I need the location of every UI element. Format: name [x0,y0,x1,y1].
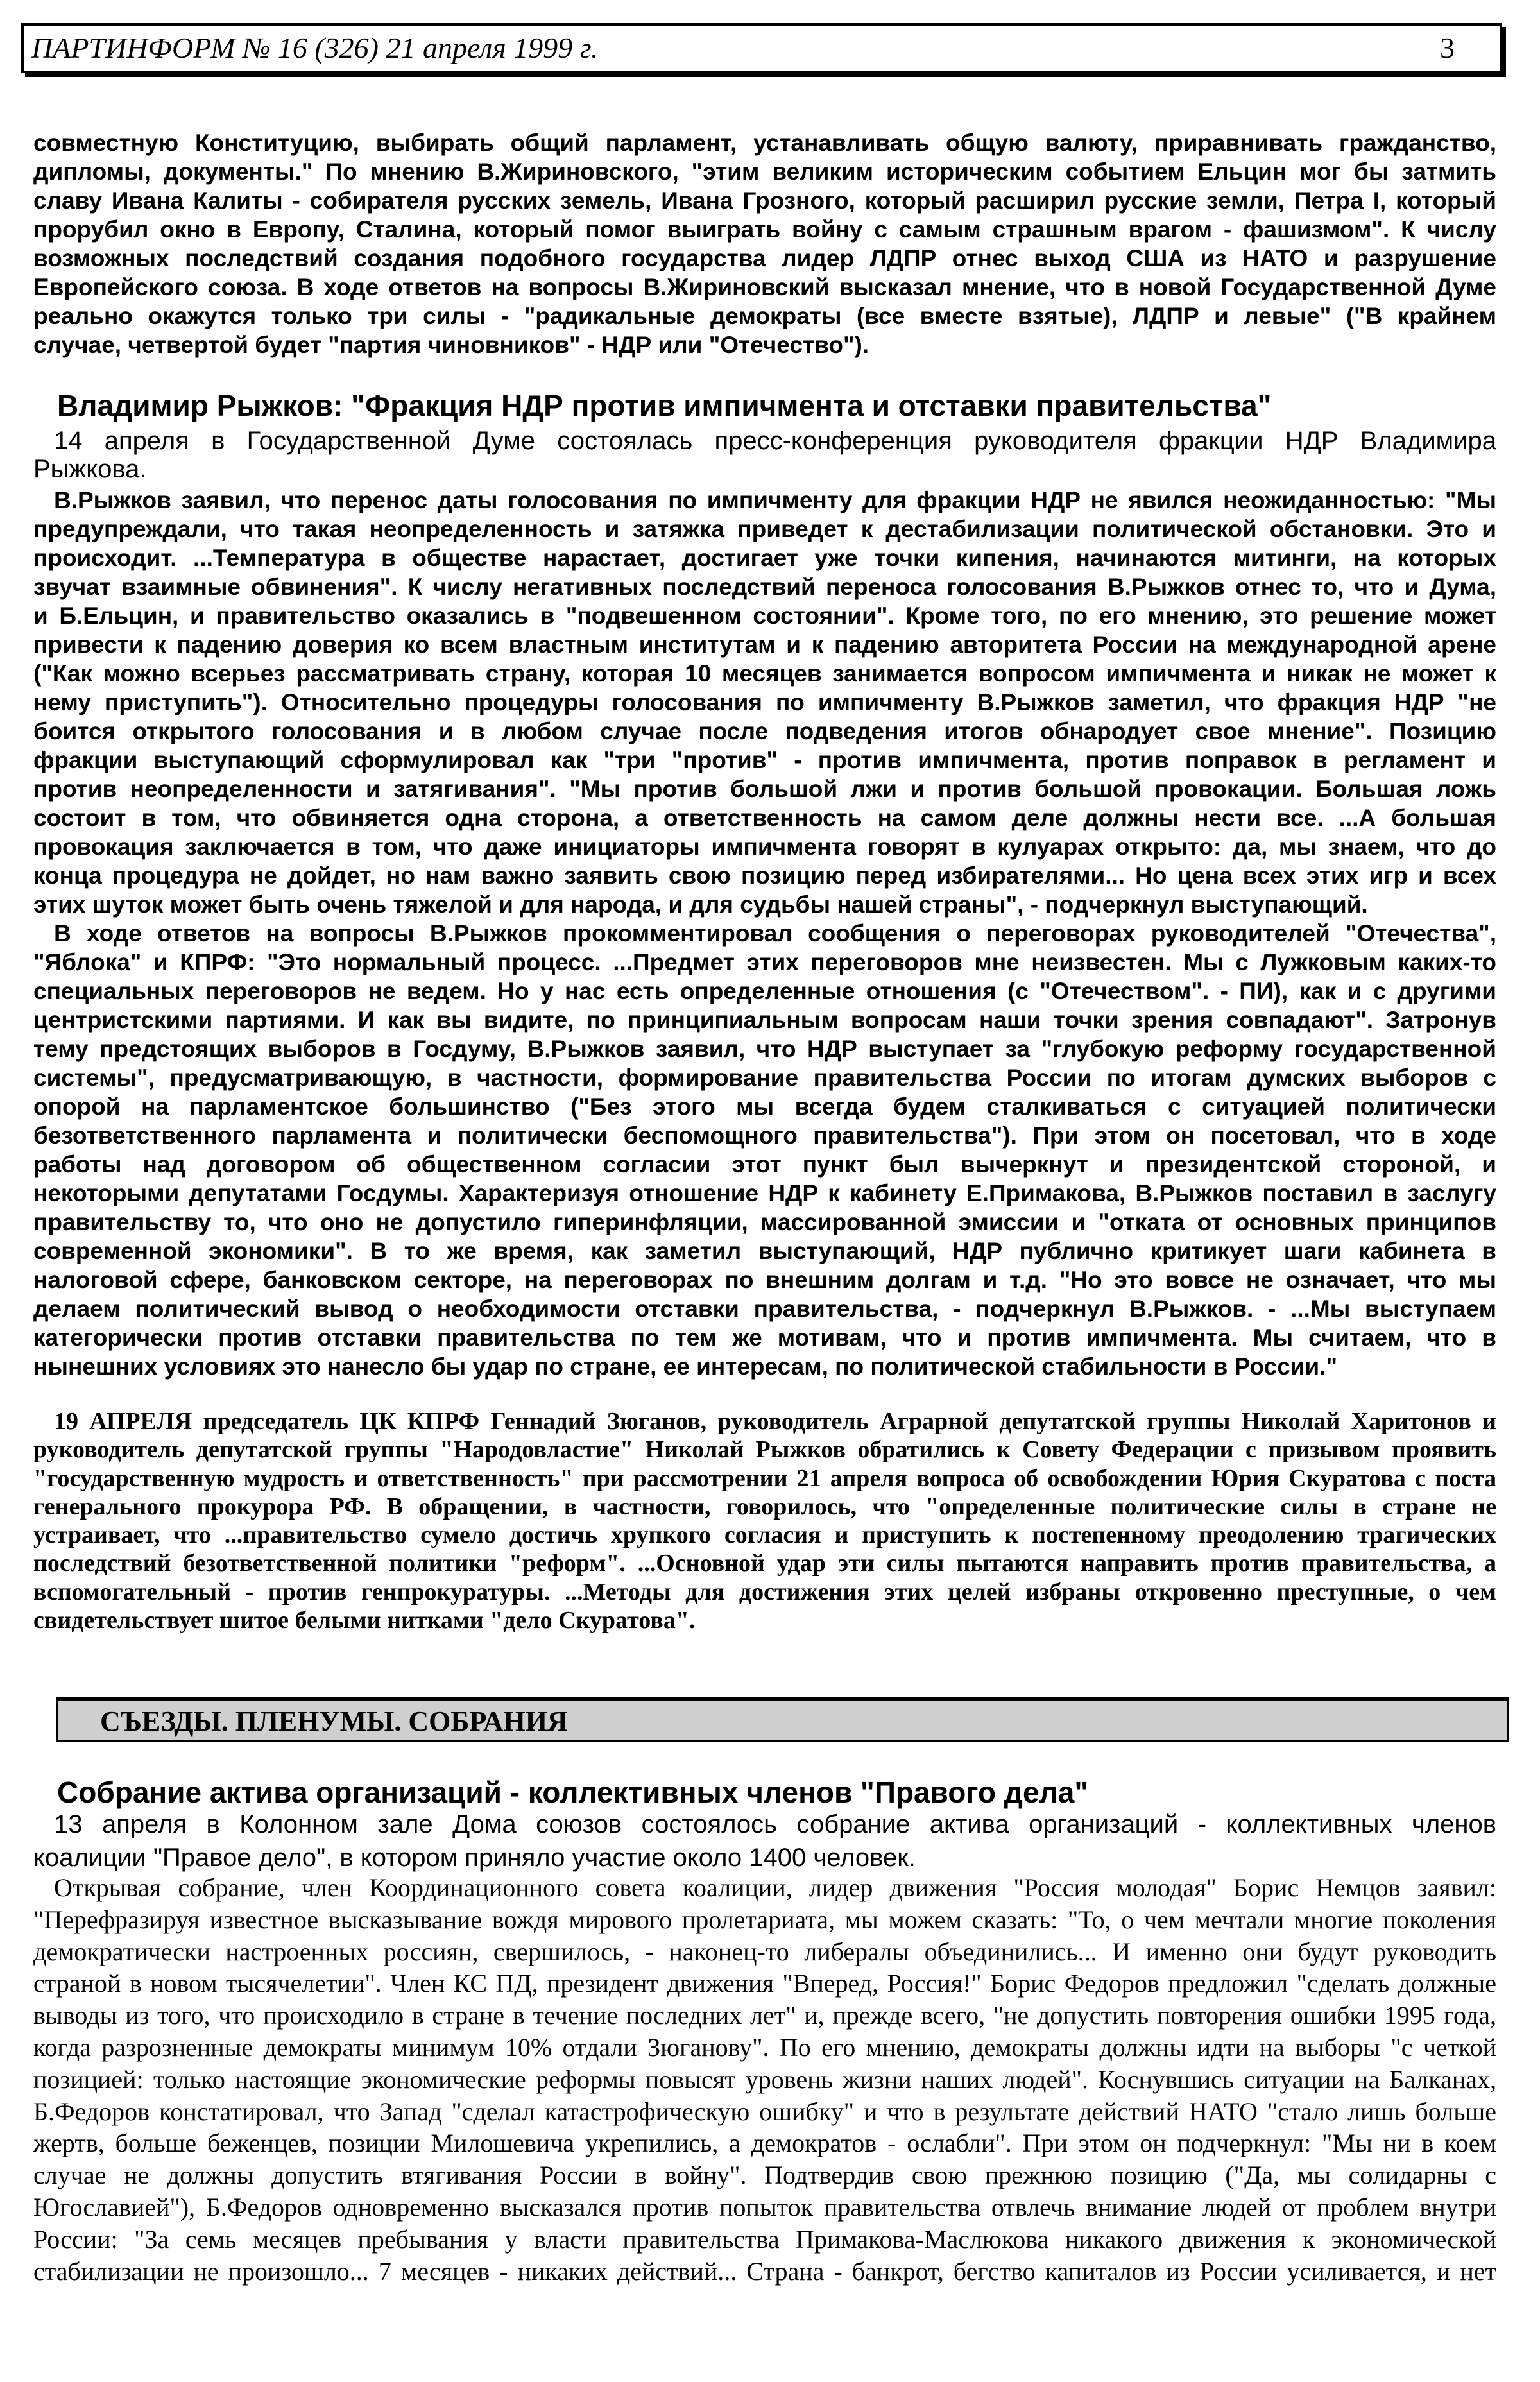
text-line: позицией: только настоящие экономические реформы повысят уровень жизни наших людей". Коснувшись ситуации на Балканах, [33,2064,1496,2094]
text-line: дипломы, документы." По мнению В.Жириновского, "этим великим историческим событием Ельцин мог бы затмить [33,159,1496,185]
page-number: 3 [1440,31,1455,64]
text-line: Югославией"), Б.Федоров одновременно высказался против попыток правительства отвлечь внимание людей от проблем внутри [33,2192,1496,2222]
text-line: центристскими партиями. И как вы видите, по принципиальным вопросам наши точки зрения совпадают". Затронув [33,1007,1496,1033]
text-line: и Б.Ельцин, и правительство оказались в "подвешенном состоянии". Кроме того, по его мнению, это решение может [33,603,1496,629]
text-line: "Перефразируя известное высказывание вождя мирового пролетариата, мы можем сказать: "То, о чем мечтали многие поколения [33,1905,1496,1934]
text-line: состоит в том, что обвиняется одна сторона, а ответственность на самом деле должны нести все. ...А большая [33,805,1496,831]
text-line: демократически настроенных россиян, свершилось, - наконец-то либералы объединились... И именно они будут руководить [33,1937,1496,1966]
article-heading-ryzhkov: Владимир Рыжков: "Фракция НДР против импичмента и отставки правительства" [57,389,1272,422]
article-body-pravoe-delo [33,1872,1496,2287]
text-line: "государственную мудрость и ответственность" при рассмотрении 21 апреля вопроса об освобождении Юрия Скуратова с поста [33,1464,1496,1492]
text-line: вспомогательный - против генпрокуратуры. ...Методы для достижения этих целей избраны откровенно преступные, о чем [33,1578,1496,1606]
text-line: звучат взаимные обвинения". К числу негативных последствий переноса голосования В.Рыжков отнес то, что и Дума, [33,574,1496,600]
text-line: нему приступить"). Относительно процедуры голосования по импичменту В.Рыжков заметил, что фракция НДР "не [33,689,1496,715]
text-line: "Яблока" и КПРФ: "Это нормальный процесс. ...Предмет этих переговоров мне неизвестен. Мы с Лужковым каких-то [33,949,1496,975]
text-line: фракции выступающий сформулировал как "три "против" - против импичмента, против поправок в регламент и [33,747,1496,773]
article-body-ryzhkov [33,486,1496,1381]
paragraph-continued [33,128,1496,359]
text-line: устраивает, что ...правительство сумело достичь хрупкого согласия и приступить к постепенному преодолению трагических [33,1521,1496,1549]
text-line: боится открытого голосования и в любом случае после подведения итогов обнародует свое мнение". Позицию [33,718,1496,744]
text-line: славу Ивана Калиты - собирателя русских земель, Ивана Грозного, который расширил русские земли, Петра I, который [33,187,1496,214]
text-line: специальных переговоров не ведем. Но у нас есть определенные отношения (с "Отечеством". - ПИ), как и с другими [33,978,1496,1004]
text-line: нынешних условиях это нанесло бы удар по стране, ее интересам, по политической стабильности в России." [33,1353,1337,1380]
text-line: опорой на парламентское большинство ("Без этого мы всегда будем сталкиваться с ситуацией политически [33,1093,1496,1120]
text-line: России: "За семь месяцев пребывания у власти правительства Примакова-Маслюкова никакого движения к экономической [33,2224,1496,2254]
text-line: возможных последствий создания подобного государства лидер ЛДПР отнес выход США из НАТО и разрушение [33,245,1496,271]
text-line: провокация заключается в том, что даже инициаторы импичмента говорят в кулуарах открыто: да, мы знаем, что до [33,834,1496,860]
text-line: современной экономики". В то же время, как заметил выступающий, НДР публично критикует шаги кабинета в [33,1238,1496,1264]
text-line: 19 АПРЕЛЯ председатель ЦК КПРФ Геннадий Зюганов, руководитель Аграрной депутатской группы Николай Харитонов и [54,1408,1496,1435]
text-line: этих шуток может быть очень тяжелой и для народа, и для судьбы нашей страны", - подчеркнул выступающий. [33,891,1368,918]
text-line: системы", предусматривающую, в частности, формирование правительства России по итогам думских выборов с [33,1065,1496,1091]
page-header [21,23,1502,73]
text-line: свидетельствует шитое белыми нитками "дело Скуратова". [33,1607,696,1634]
text-line: последствий безответственной политики "реформ". ...Основной удар эти силы пытаются направить против правительства, а [33,1550,1496,1577]
text-line: против неопределенности и затягивания". "Мы против большой лжи и против большой провокации. Большая ложь [33,776,1496,802]
text-line: категорически против отставки правительства по тем же мотивам, что и против импичмента. Мы считаем, что в [33,1324,1496,1351]
text-line: 13 апреля в Колонном зале Дома союзов состоялось собрание актива организаций - коллективных членов [54,1810,1496,1838]
text-line: Б.Федоров констатировал, что Запад "сделал катастрофическую ошибку" и что в результате действий НАТО "стало лишь больше [33,2096,1496,2126]
text-line: совместную Конституцию, выбирать общий парламент, устанавливать общую валюту, приравнивать гражданство, [33,130,1496,156]
text-line: реально окажутся только три силы - "радикальные демократы (все вместе взятые), ЛДПР и левые" ("В крайнем [33,303,1496,329]
text-line: безответственного парламента и политически беспомощного правительства"). При этом он посетовал, что в ходе [33,1122,1496,1149]
text-line: правительству то, что оно не допустило гиперинфляции, массированной эмиссии и "отката от основных принципов [33,1209,1496,1235]
text-line: привести к падению доверия ко всем властным институтам и к падению авторитета России на международной арене [33,631,1496,658]
text-line: ("Как можно всерьез рассматривать страну, которая 10 месяцев занимается вопросом импичмента и никак не может к [33,660,1496,687]
text-line: Открывая собрание, член Координационного совета коалиции, лидер движения "Россия молодая" Борис Немцов заявил: [54,1873,1496,1902]
text-line: стабилизации не произошло... 7 месяцев - никаких действий... Страна - банкрот, бегство капиталов из России усиливается, и нет [33,2256,1496,2286]
text-line: предупреждали, что такая неопределенность и затяжка приведет к дестабилизации политической обстановки. Это и [33,516,1496,542]
text-line: руководитель депутатской группы "Народовластие" Николай Рыжков обратились к Совету Федерации с призывом проявить [33,1436,1496,1464]
section-title: СЪЕЗДЫ. ПЛЕНУМЫ. СОБРАНИЯ [100,1706,568,1737]
text-line: случае, четвертой будет "партия чиновников" - НДР или "Отечество"). [33,332,869,358]
news-note-april-19 [33,1407,1496,1634]
article-heading-pravoe-delo: Собрание актива организаций - коллективных членов "Правого дела" [57,1776,1089,1809]
text-line: жертв, больше беженцев, позиции Милошевича укрепились, а демократов - ослабли". При этом он подчеркнул: "Мы ни в коем [33,2129,1496,2158]
text-line: генерального прокурора РФ. В обращении, в частности, говорилось, что "определенные политические силы в стране не [33,1493,1496,1520]
article-intro-ryzhkov [33,427,1496,483]
text-line: Рыжкова. [33,455,147,483]
article-intro-pravoe-delo [33,1808,1496,1874]
text-line: происходит. ...Температура в обществе нарастает, достигает уже точки кипения, начинаются митинги, на которых [33,545,1496,571]
text-line: коалиции "Правое дело", в котором приняло участие около 1400 человек. [33,1844,916,1872]
text-line: случае не должны допустить втягивания России в войну". Подтвердив свою прежнюю позицию ("Да, мы солидарны с [33,2161,1496,2190]
text-line: Европейского союза. В ходе ответов на вопросы В.Жириновский высказал мнение, что в новой Государственной Думе [33,274,1496,300]
text-line: когда разрозненные демократы минимум 10% отдали Зюганову". По его мнению, демократы должны идти на выборы "с четкой [33,2032,1496,2062]
text-line: тему предстоящих выборов в Госдуму, В.Рыжков заявил, что НДР выступает за "глубокую реформу государственной [33,1036,1496,1062]
text-line: выводы из того, что происходило в стране в течение последних лет" и, прежде всего, "не допустить повторения ошибки 1995 года, [33,2001,1496,2030]
text-line: некоторыми депутатами Госдумы. Характеризуя отношение НДР к кабинету Е.Примакова, В.Рыжков поставил в заслугу [33,1180,1496,1206]
text-line: 14 апреля в Государственной Думе состоялась пресс-конференция руководителя фракции НДР Владимира [54,427,1496,455]
text-line: В.Рыжков заявил, что перенос даты голосования по импичменту для фракции НДР не явился неожиданностью: "Мы [54,487,1496,513]
section-header-bar [56,1697,1509,1742]
text-line: налоговой сфере, банковском секторе, на переговорах по внешним долгам и т.д. "Но это вовсе не означает, что мы [33,1267,1496,1293]
text-line: В ходе ответов на вопросы В.Рыжков прокомментировал сообщения о переговорах руководителей "Отечества", [54,920,1496,947]
text-line: конца процедура не дойдет, но нам важно заявить свою позицию перед избирателями... Но цена всех этих игр и всех [33,862,1496,889]
text-line: прорубил окно в Европу, Сталина, который помог выиграть войну с самым страшным врагом - фашизмом". К числу [33,216,1496,243]
text-line: работы над договором об общественном согласии этот пункт был вычеркнут и президентской стороной, и [33,1151,1496,1178]
publication-title: ПАРТИНФОРМ № 16 (326) 21 апреля 1999 г. [31,31,599,64]
text-line: страной в новом тысячелетии". Член КС ПД, президент движения "Вперед, Россия!" Борис Федоров предложил "сделать должные [33,1969,1496,1998]
text-line: делаем политический вывод о необходимости отставки правительства, - подчеркнул В.Рыжков. - ...Мы выступаем [33,1296,1496,1322]
